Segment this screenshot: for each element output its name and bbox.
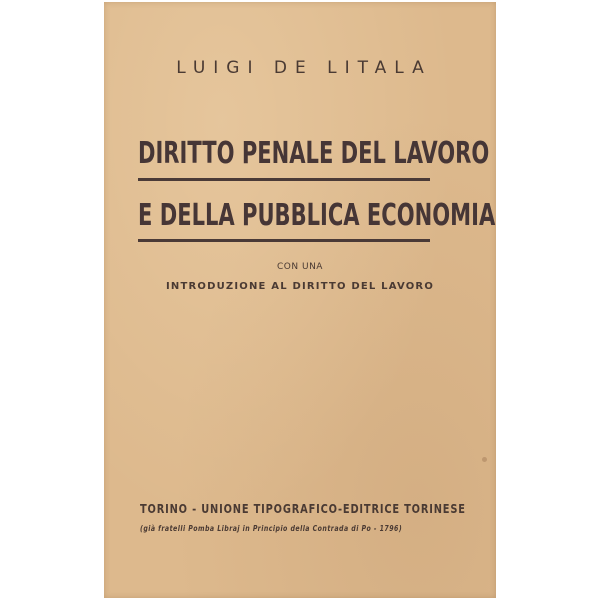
author-name: LUIGI DE LITALA: [176, 58, 432, 78]
paper-stain: [482, 457, 487, 462]
title-underline-2: [138, 239, 430, 242]
imprint-line: (già fratelli Pomba Libraj in Principio della Contrada di Po - 1796): [140, 524, 403, 533]
book-cover: [104, 2, 496, 598]
subtitle: INTRODUZIONE AL DIRITTO DEL LAVORO: [165, 281, 435, 292]
title-underline-1: [138, 178, 430, 181]
con-una-text: CON UNA: [277, 262, 323, 272]
title-line-1: DIRITTO PENALE DEL LAVORO: [138, 136, 490, 171]
publisher-line: TORINO - UNIONE TIPOGRAFICO-EDITRICE TORINESE: [140, 502, 466, 516]
title-line-2: E DELLA PUBBLICA ECONOMIA: [138, 198, 496, 233]
